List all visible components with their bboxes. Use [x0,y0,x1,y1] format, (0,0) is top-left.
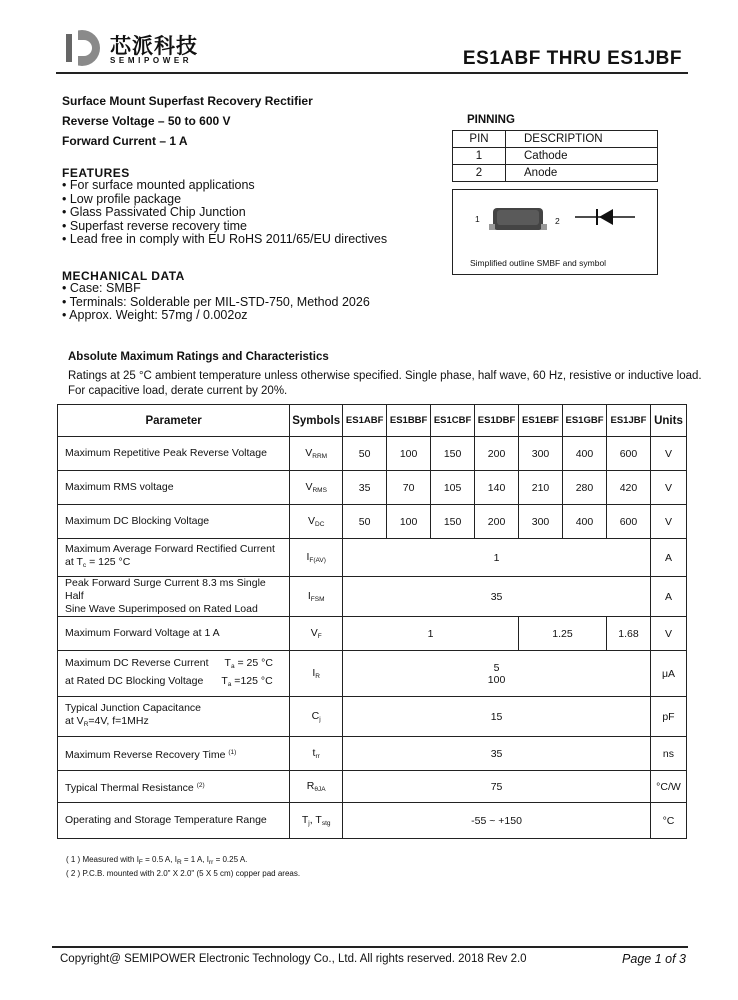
table-header-row [58,405,687,437]
symbol-cell: $t_{rr}$ [290,737,343,771]
table-row [453,165,658,182]
feature-item: • Low profile package [62,193,387,207]
table-row [58,577,687,617]
footnote-1: ( 1 ) Measured with $I_F = 0.5$ A, $I_R = 1$ A, $I_{rr} = 0.25$ A. [66,855,248,866]
footer-divider [52,946,688,948]
pin-header: PIN [453,131,506,148]
header-divider [56,72,688,74]
symbol-cell: $T_j$, $T_{stg}$ [290,803,343,839]
device-header: ES1GBF [563,405,607,437]
value-cell: 300 [519,505,563,539]
ratings-note-line: Ratings at 25 °C ambient temperature unless otherwise specified. Single phase, half wave, 60 Hz, resistive or inductive load. [68,370,702,382]
pin-number: 2 [453,165,506,182]
unit-cell: μA [650,651,686,697]
device-header: ES1CBF [431,405,475,437]
symbol-cell: $V_F$ [290,617,343,651]
table-row [58,697,687,737]
value-cell: 1.68 [606,617,650,651]
value-cell: 210 [519,471,563,505]
value-cell: 1 [343,617,519,651]
brand-chinese-name: 芯派科技 [110,35,198,58]
feature-item: • Glass Passivated Chip Junction [62,206,387,220]
table-row [58,737,687,771]
symbol-cell: $I_{F(AV)}$ [290,539,343,577]
ratings-table [57,404,687,839]
table-row [58,651,687,697]
value-cell: 150 [431,505,475,539]
parameter-cell: Typical Thermal Resistance $^{(2)}$ [58,771,290,803]
unit-cell: ns [650,737,686,771]
value-cell: 70 [387,471,431,505]
reverse-voltage-spec: Reverse Voltage – 50 to 600 V [62,114,231,128]
device-header: ES1DBF [475,405,519,437]
value-cell: 50 [343,505,387,539]
product-description: Surface Mount Superfast Recovery Rectifier [62,94,313,108]
forward-current-spec: Forward Current – 1 A [62,134,188,148]
ratings-note-line: For capacitive load, derate current by 20%. [68,385,288,397]
page-number: Page 1 of 3 [622,952,686,966]
value-cell: 35 [343,577,651,617]
pin-description: Cathode [506,148,658,165]
footnote-2: ( 2 ) P.C.B. mounted with 2.0" X 2.0" (5 X 5 cm) copper pad areas. [66,869,301,878]
value-cell: 200 [475,505,519,539]
outline-pin-2-label: 2 [555,216,560,226]
unit-cell: °C/W [650,771,686,803]
unit-cell: V [650,437,686,471]
unit-cell: V [650,617,686,651]
brand-english-name: SEMIPOWER [110,56,193,65]
diode-symbol-icon [575,207,635,227]
device-header: ES1EBF [519,405,563,437]
symbol-cell: $I_R$ [290,651,343,697]
smbf-package-icon [489,204,551,234]
unit-cell: V [650,471,686,505]
pin-number: 1 [453,148,506,165]
ratings-note [68,369,708,399]
value-cell: 140 [475,471,519,505]
parameter-cell: Maximum DC Reverse Current $T_a = 25$ °C at Rated DC Blocking Voltage $T_a =125$ °C [58,651,290,697]
outline-caption: Simplified outline SMBF and symbol [470,258,607,268]
value-cell: 1.25 [519,617,607,651]
value-cell: 420 [606,471,650,505]
feature-item: • Superfast reverse recovery time [62,220,387,234]
symbol-cell: $R_{\theta JA}$ [290,771,343,803]
mechanical-list [62,282,370,323]
description-header: DESCRIPTION [506,131,658,148]
value-cell: 5 100 [343,651,651,697]
pin-description: Anode [506,165,658,182]
device-header: ES1BBF [387,405,431,437]
value-cell: 100 [387,437,431,471]
unit-cell: A [650,539,686,577]
parameter-cell: Maximum Reverse Recovery Time $^{(1)}$ [58,737,290,771]
table-row [58,437,687,471]
value-cell: 200 [475,437,519,471]
table-row [453,131,658,148]
parameter-cell: Maximum Forward Voltage at 1 A [58,617,290,651]
table-row [453,148,658,165]
value-cell: 400 [563,505,607,539]
part-range-title: ES1ABF THRU ES1JBF [462,48,682,69]
symbol-cell: $C_j$ [290,697,343,737]
symbol-cell: $I_{FSM}$ [290,577,343,617]
parameter-cell: Maximum Repetitive Peak Reverse Voltage [58,437,290,471]
feature-item: • Lead free in comply with EU RoHS 2011/65/EU directives [62,233,387,247]
mechanical-heading: MECHANICAL DATA [62,269,185,283]
pinning-table [452,130,658,182]
feature-item: • For surface mounted applications [62,179,387,193]
copyright-text: Copyright@ SEMIPOWER Electronic Technology Co., Ltd. All rights reserved. 2018 Rev 2.0 [60,953,527,965]
value-cell: 75 [343,771,651,803]
features-heading: FEATURES [62,166,130,180]
value-cell: 300 [519,437,563,471]
ratings-heading: Absolute Maximum Ratings and Characteristics [68,351,329,363]
value-cell: 105 [431,471,475,505]
value-cell: 280 [563,471,607,505]
value-cell: 50 [343,437,387,471]
value-cell: -55 ~ +150 [343,803,651,839]
table-row [58,803,687,839]
parameter-cell: Maximum DC Blocking Voltage [58,505,290,539]
value-cell: 1 [343,539,651,577]
table-row [58,471,687,505]
parameter-cell: Maximum Average Forward Rectified Current at $T_c = 125$ °C [58,539,290,577]
value-cell: 600 [606,437,650,471]
device-header: ES1JBF [606,405,650,437]
pinning-heading: PINNING [467,114,515,126]
value-cell: 400 [563,437,607,471]
value-cell: 150 [431,437,475,471]
mechanical-item: • Terminals: Solderable per MIL-STD-750, Method 2026 [62,296,370,310]
table-row [58,505,687,539]
units-header: Units [650,405,686,437]
value-cell: 100 [387,505,431,539]
value-cell: 600 [606,505,650,539]
table-row [58,771,687,803]
unit-cell: °C [650,803,686,839]
device-header: ES1ABF [343,405,387,437]
symbols-header: Symbols [290,405,343,437]
value-cell: 15 [343,697,651,737]
parameter-cell: Maximum RMS voltage [58,471,290,505]
parameter-cell: Typical Junction Capacitance at $V_R=4V$, f=1MHz [58,697,290,737]
table-row [58,539,687,577]
symbol-cell: $V_{DC}$ [290,505,343,539]
unit-cell: pF [650,697,686,737]
mechanical-item: • Approx. Weight: 57mg / 0.002oz [62,309,370,323]
parameter-header: Parameter [58,405,290,437]
parameter-cell: Peak Forward Surge Current 8.3 ms Single Half Sine Wave Superimposed on Rated Load [58,577,290,617]
outline-pin-1-label: 1 [475,214,480,224]
unit-cell: V [650,505,686,539]
value-cell: 35 [343,471,387,505]
features-list [62,179,387,247]
mechanical-item: • Case: SMBF [62,282,370,296]
unit-cell: A [650,577,686,617]
value-cell: 35 [343,737,651,771]
company-logo [62,28,102,68]
symbol-cell: $V_{RMS}$ [290,471,343,505]
table-row [58,617,687,651]
parameter-cell: Operating and Storage Temperature Range [58,803,290,839]
symbol-cell: $V_{RRM}$ [290,437,343,471]
